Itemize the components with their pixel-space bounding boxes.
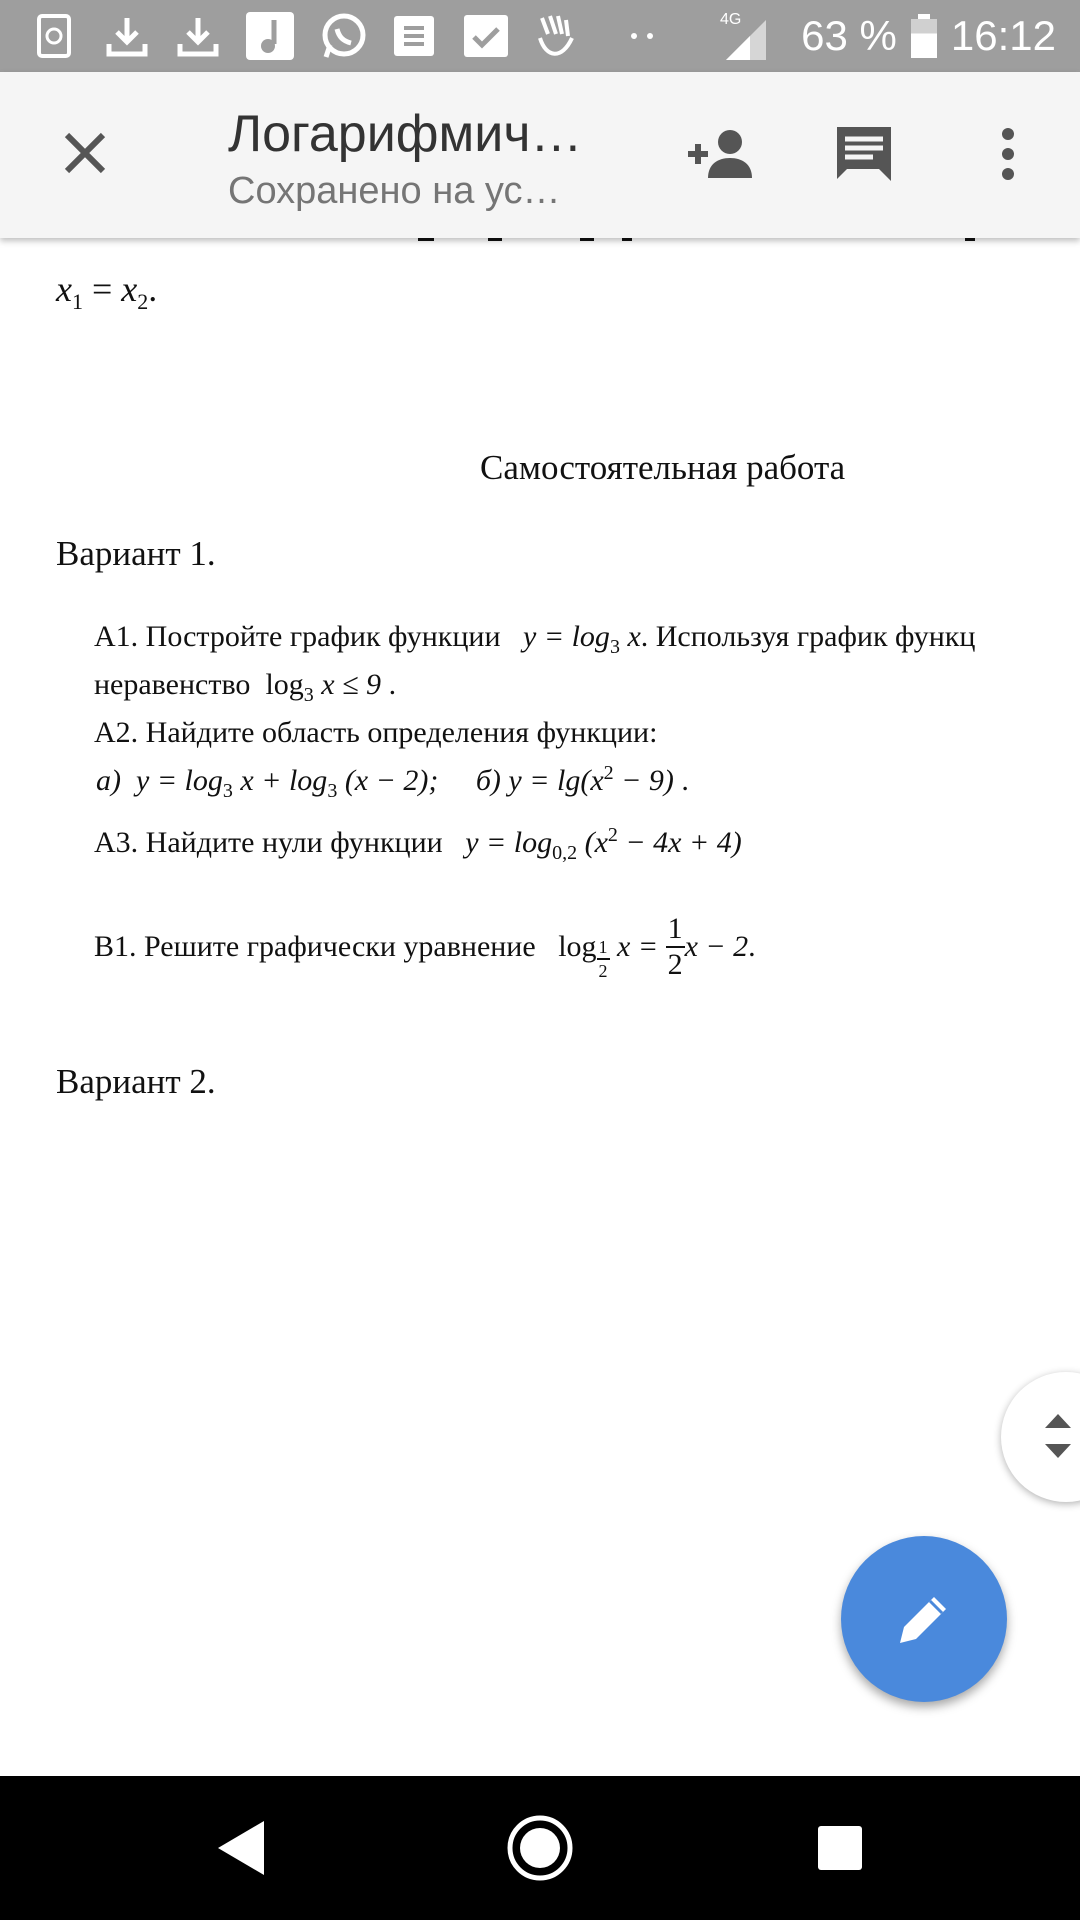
task-a3: А3. Найдите нули функции $y = \log_{0,2} (x^2 - 4x + 4)$ [94, 824, 742, 864]
page-heading: Самостоятельная работа [480, 448, 846, 487]
sync-icon [36, 12, 72, 60]
more-vert-icon [1000, 126, 1016, 182]
equation-x1-x2: $x_1 = x_2$. [56, 269, 158, 315]
back-button[interactable] [200, 1808, 280, 1888]
clock: 16:12 [950, 12, 1056, 59]
dots-icon [628, 12, 658, 60]
document-subtitle: Сохранено на ус… [228, 170, 561, 212]
close-button[interactable] [50, 118, 120, 188]
app-bar [0, 72, 1080, 238]
back-triangle-icon [212, 1817, 268, 1879]
status-bar [0, 0, 1080, 72]
hand-icon [534, 12, 578, 60]
task-a1-line2: неравенство $\log_3 x \le 9$ . [94, 668, 397, 706]
music-icon [246, 12, 294, 60]
home-button[interactable] [500, 1808, 580, 1888]
one-half-fraction: $\frac{1}{2}$ [667, 912, 683, 981]
doc-icon [392, 12, 436, 60]
close-icon [61, 129, 109, 177]
scroll-down-arrow-icon [1045, 1444, 1071, 1458]
share-button[interactable] [678, 112, 762, 196]
signal-icon [716, 12, 772, 60]
variant-2-label: Вариант 2. [56, 1062, 216, 1101]
status-right [801, 0, 1056, 72]
recents-square-icon [816, 1824, 864, 1872]
task-a2-line1: А2. Найдите область определения функции: [94, 716, 658, 749]
task-a1-line1: А1. Постройте график функции $y = \log_3 x$. Используя график функц [94, 620, 976, 658]
check-doc-icon [462, 12, 510, 60]
whatsapp-icon [318, 12, 368, 60]
add-person-icon [684, 126, 756, 182]
network-label: 4G [720, 11, 742, 28]
pencil-icon [894, 1589, 954, 1649]
edit-fab-button[interactable] [841, 1536, 1007, 1702]
battery-icon [911, 14, 937, 58]
task-b1: В1. Решите графически уравнение log $\frac{1}{2}$ x = $\frac{1}{2}$ x − 2. [94, 912, 756, 981]
system-nav-bar [0, 1776, 1080, 1920]
recents-button[interactable] [800, 1808, 880, 1888]
home-circle-icon [505, 1813, 575, 1883]
log-base-fraction: $\frac{1}{2}$ [598, 937, 608, 981]
battery-percent: 63 % [801, 12, 897, 59]
download-icon [104, 12, 150, 60]
download-icon [175, 12, 221, 60]
comments-button[interactable] [822, 112, 906, 196]
cut-off-text-line [0, 238, 1080, 244]
comment-icon [833, 123, 895, 185]
variant-1-label: Вариант 1. [56, 534, 216, 573]
task-a2-line2: а) $y = \log_3 x + \log_3 (x - 2)$; б) $y = \lg(x^2 - 9)$ . [96, 762, 689, 802]
document-title: Логарифмич… [228, 105, 583, 163]
scroll-up-arrow-icon [1045, 1414, 1071, 1428]
more-options-button[interactable] [966, 112, 1050, 196]
